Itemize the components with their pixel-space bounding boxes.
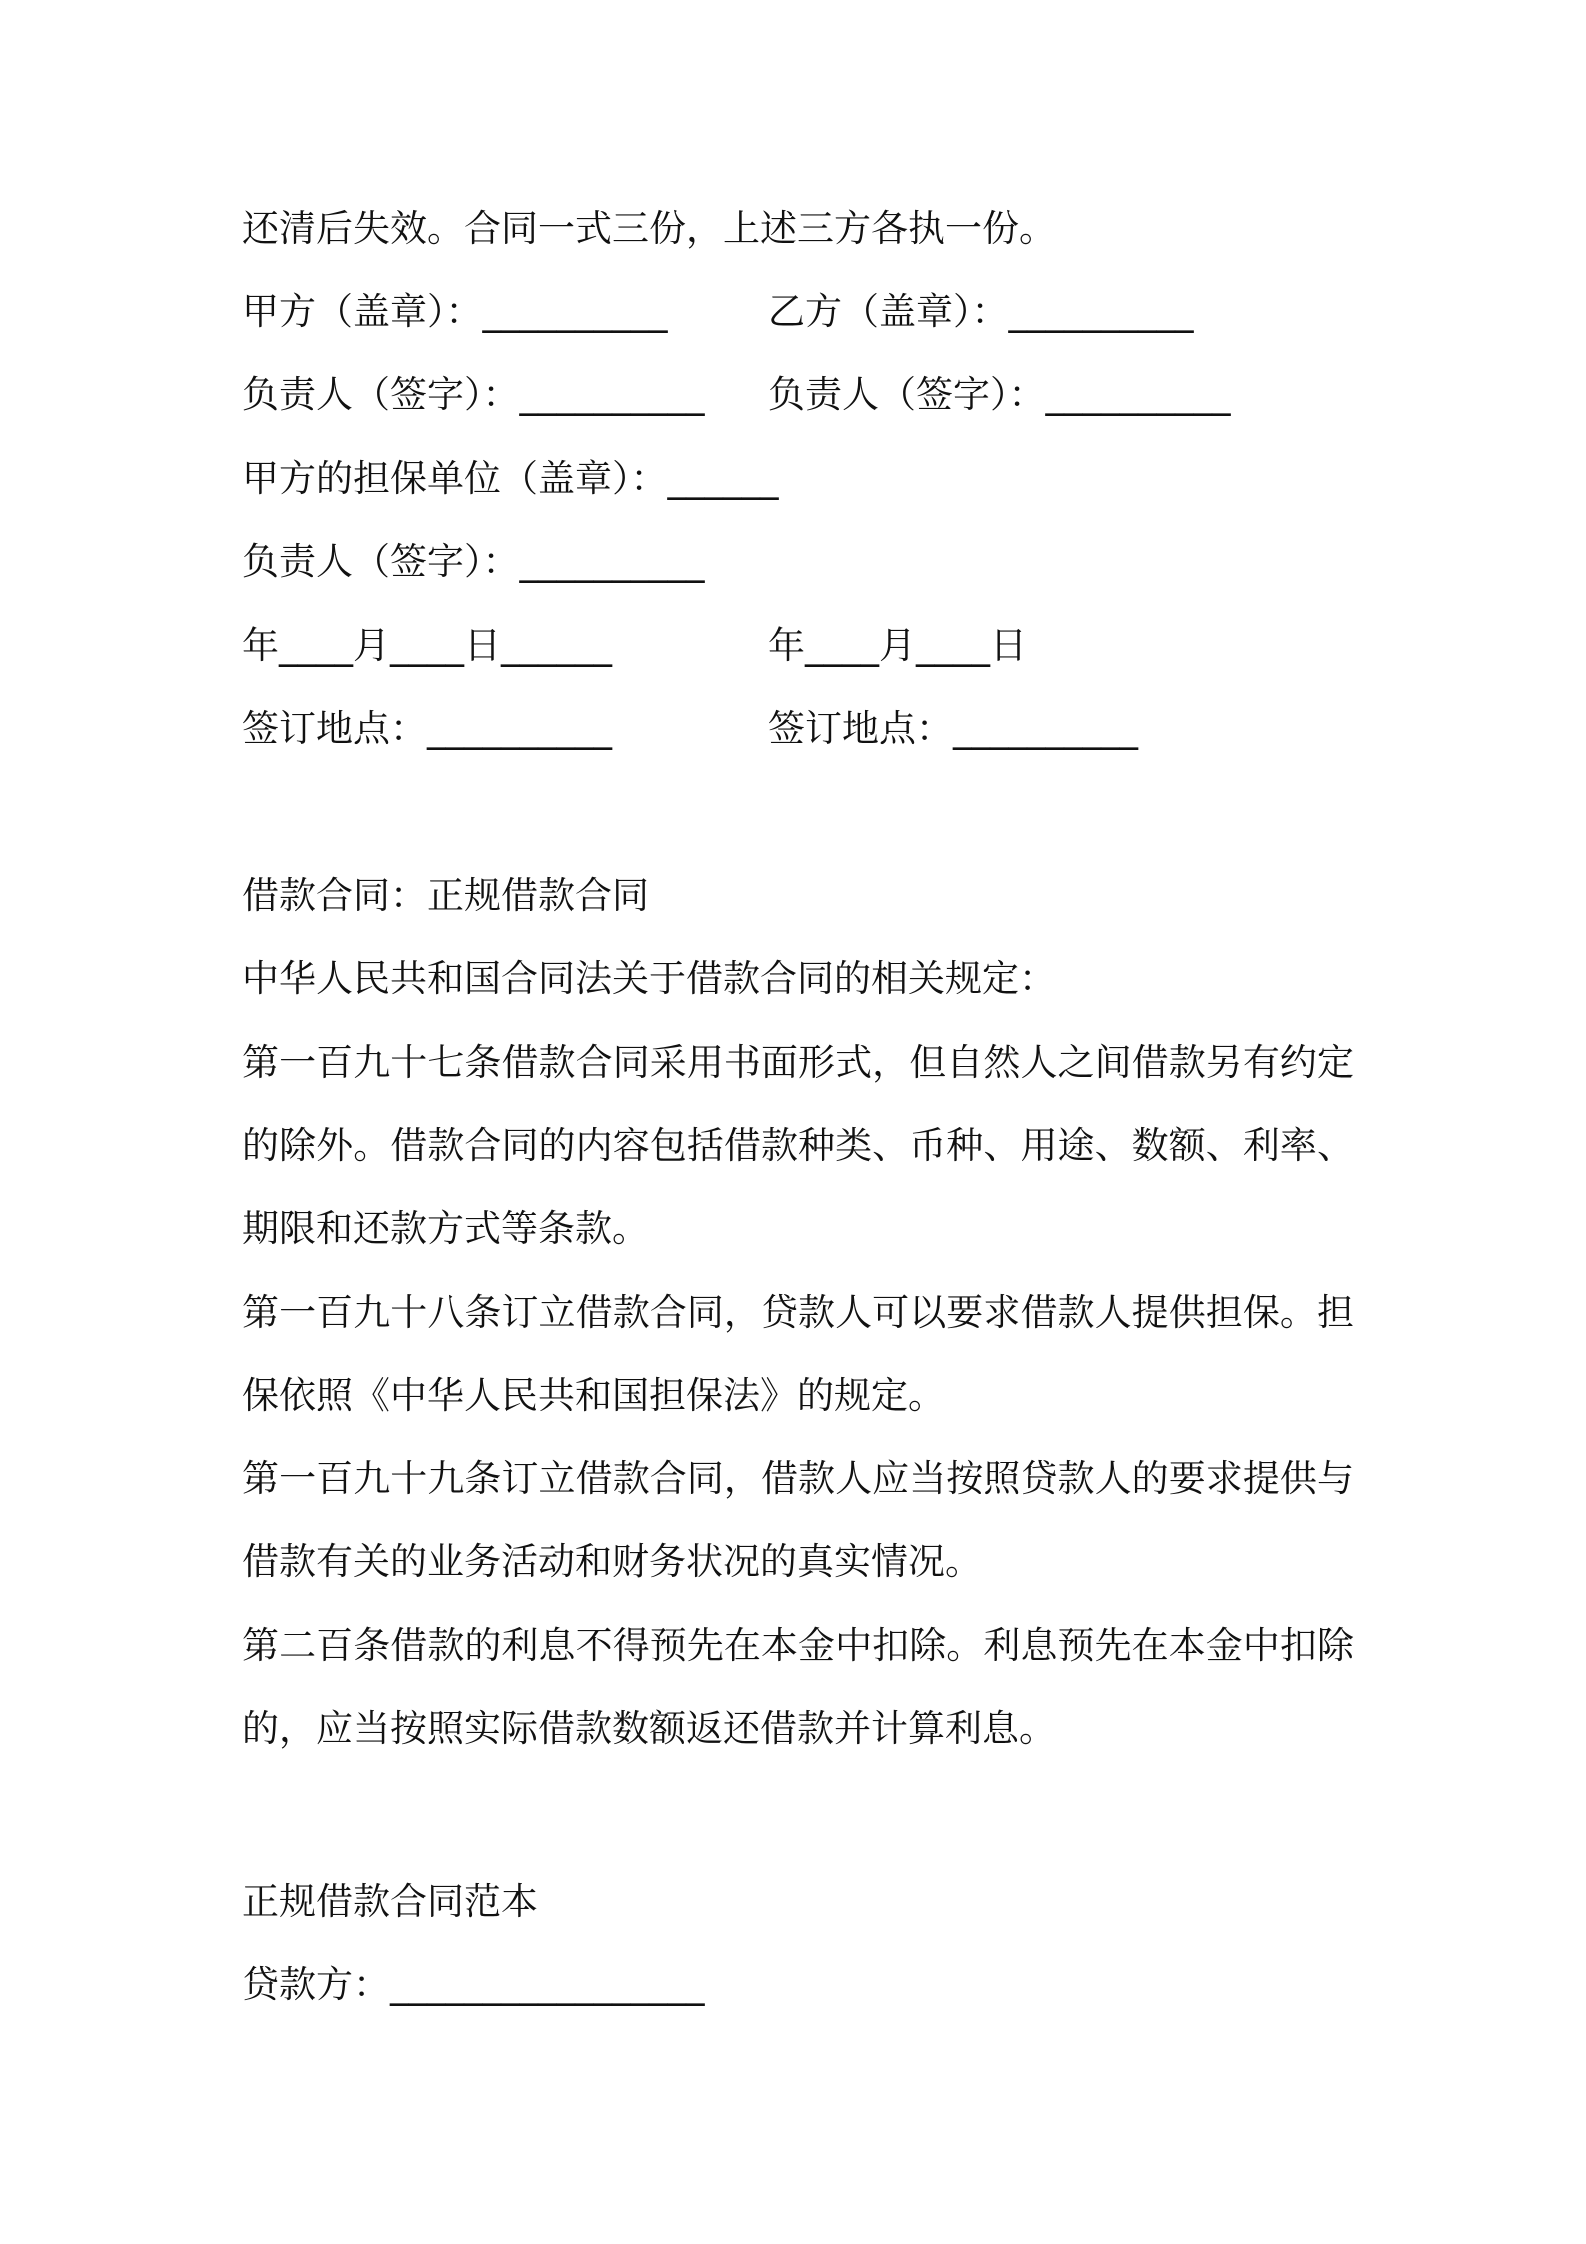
article-198: 第一百九十八条订立借款合同，贷款人可以要求借款人提供担保。担保依照《中华人民共和国担保法》的规定。 [242, 1291, 1354, 1417]
template-heading: 正规借款合同范本 [242, 1880, 538, 1923]
guarantor-signer-field: 负责人（签字）：__________ [242, 540, 705, 583]
party-b-signer-field: 负责人（签字）：__________ [768, 373, 1231, 416]
party-b-seal-field: 乙方（盖章）：__________ [768, 290, 1194, 333]
guarantor-seal-field: 甲方的担保单位（盖章）：______ [242, 457, 779, 500]
article-199: 第一百九十九条订立借款合同，借款人应当按照贷款人的要求提供与借款有关的业务活动和财务状况的真实情况。 [242, 1457, 1354, 1583]
date-right-field: 年____月____日 [768, 624, 1027, 667]
lender-field: 贷款方：_________________ [242, 1963, 705, 2006]
article-197: 第一百九十七条借款合同采用书面形式，但自然人之间借款另有约定的除外。借款合同的内容包括借款种类、币种、用途、数额、利率、期限和还款方式等条款。 [242, 1041, 1354, 1250]
party-a-seal-field: 甲方（盖章）：__________ [242, 290, 668, 333]
law-intro: 中华人民共和国合同法关于借款合同的相关规定： [242, 957, 1056, 1000]
place-left-field: 签订地点：__________ [242, 707, 612, 750]
contract-closing-text: 还清后失效。合同一式三份，上述三方各执一份。 [242, 207, 1056, 250]
section-heading: 借款合同：正规借款合同 [242, 874, 649, 917]
date-left-field: 年____月____日______ [242, 624, 612, 667]
place-right-field: 签订地点：__________ [768, 707, 1138, 750]
party-a-signer-field: 负责人（签字）：__________ [242, 373, 705, 416]
article-200: 第二百条借款的利息不得预先在本金中扣除。利息预先在本金中扣除的，应当按照实际借款数额返还借款并计算利息。 [242, 1624, 1354, 1750]
